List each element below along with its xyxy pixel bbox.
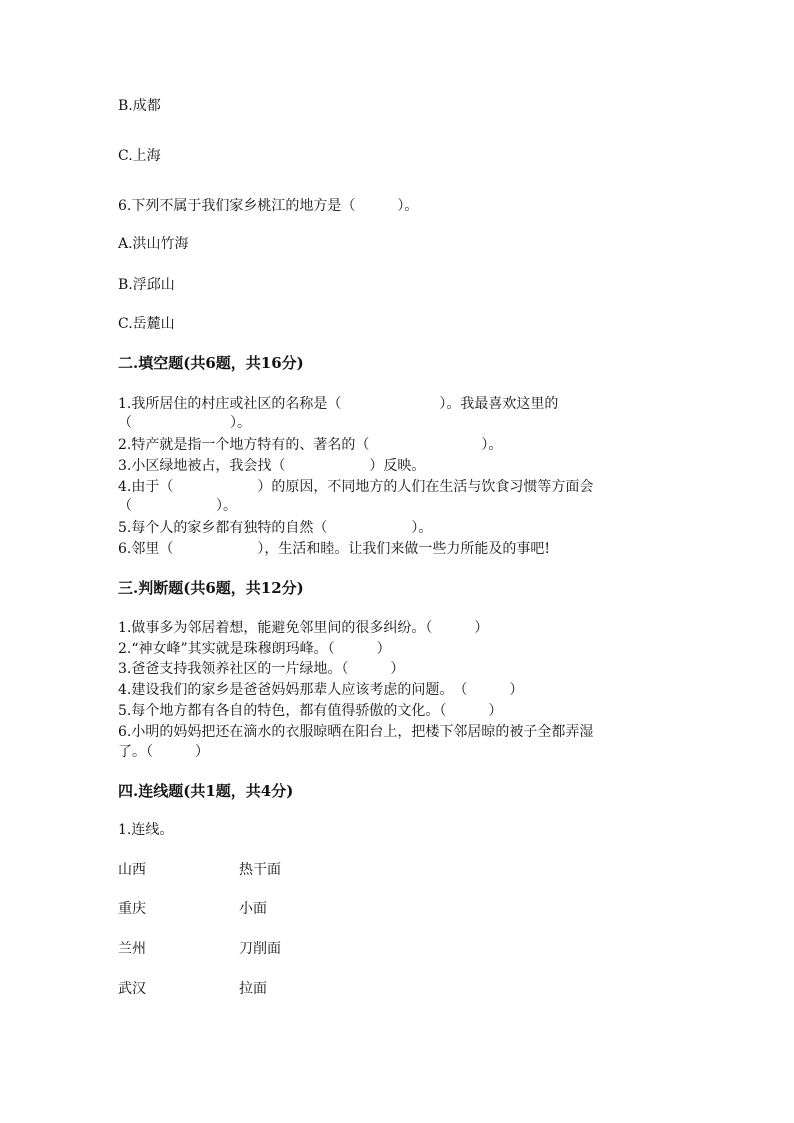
fill-line-5: 5.每个人的家乡都有独特的自然（ ）。 bbox=[118, 520, 433, 536]
match-right-item: 小面 bbox=[239, 901, 267, 917]
judge-line-6-cont: 了。（ ） bbox=[118, 744, 209, 760]
match-right-item: 热干面 bbox=[239, 862, 281, 878]
match-left-item: 兰州 bbox=[118, 941, 146, 957]
judge-line-5: 5.每个地方都有各自的特色，都有值得骄傲的文化。（ ） bbox=[118, 703, 503, 719]
match-left-item: 武汉 bbox=[118, 981, 146, 997]
question-6: 6.下列不属于我们家乡桃江的地方是（ ）。 bbox=[118, 198, 419, 214]
fill-line-1: 1.我所居住的村庄或社区的名称是（ ）。我最喜欢这里的 bbox=[118, 396, 559, 412]
fill-line-1-cont: （ ）。 bbox=[118, 415, 251, 431]
option-5c: C.上海 bbox=[118, 148, 161, 164]
option-6a: A.洪山竹海 bbox=[118, 236, 189, 252]
judge-line-4: 4.建设我们的家乡是爸爸妈妈那辈人应该考虑的问题。 （ ） bbox=[118, 682, 524, 698]
judge-section-heading: 三.判断题(共6题，共12分) bbox=[118, 579, 304, 597]
judge-line-3: 3.爸爸支持我领养社区的一片绿地。（ ） bbox=[118, 661, 405, 677]
fill-line-6: 6.邻里（ ），生活和睦。让我们来做一些力所能及的事吧! bbox=[118, 541, 550, 557]
fill-line-3: 3.小区绿地被占，我会找（ ）反映。 bbox=[118, 458, 426, 474]
judge-line-6: 6.小明的妈妈把还在滴水的衣服晾晒在阳台上，把楼下邻居晾的被子全都弄湿 bbox=[118, 724, 594, 740]
option-6c: C.岳麓山 bbox=[118, 316, 175, 332]
judge-line-1: 1.做事多为邻居着想，能避免邻里间的很多纠纷。（ ） bbox=[118, 620, 489, 636]
option-6b: B.浮邱山 bbox=[118, 277, 175, 293]
fill-section-heading: 二.填空题(共6题，共16分) bbox=[118, 354, 304, 372]
option-5b: B.成都 bbox=[118, 98, 161, 114]
match-section-heading: 四.连线题(共1题，共4分) bbox=[118, 782, 294, 800]
fill-line-4-cont: （ ）。 bbox=[118, 498, 237, 514]
match-left-item: 山西 bbox=[118, 862, 146, 878]
fill-line-2: 2.特产就是指一个地方特有的、著名的（ ）。 bbox=[118, 437, 503, 453]
match-right-item: 拉面 bbox=[239, 981, 267, 997]
match-prompt: 1.连线。 bbox=[118, 822, 174, 838]
match-left-item: 重庆 bbox=[118, 901, 146, 917]
match-right-item: 刀削面 bbox=[239, 941, 281, 957]
fill-line-4: 4.由于（ ）的原因，不同地方的人们在生活与饮食习惯等方面会 bbox=[118, 479, 594, 495]
judge-line-2: 2.“神女峰”其实就是珠穆朗玛峰。（ ） bbox=[118, 641, 391, 657]
